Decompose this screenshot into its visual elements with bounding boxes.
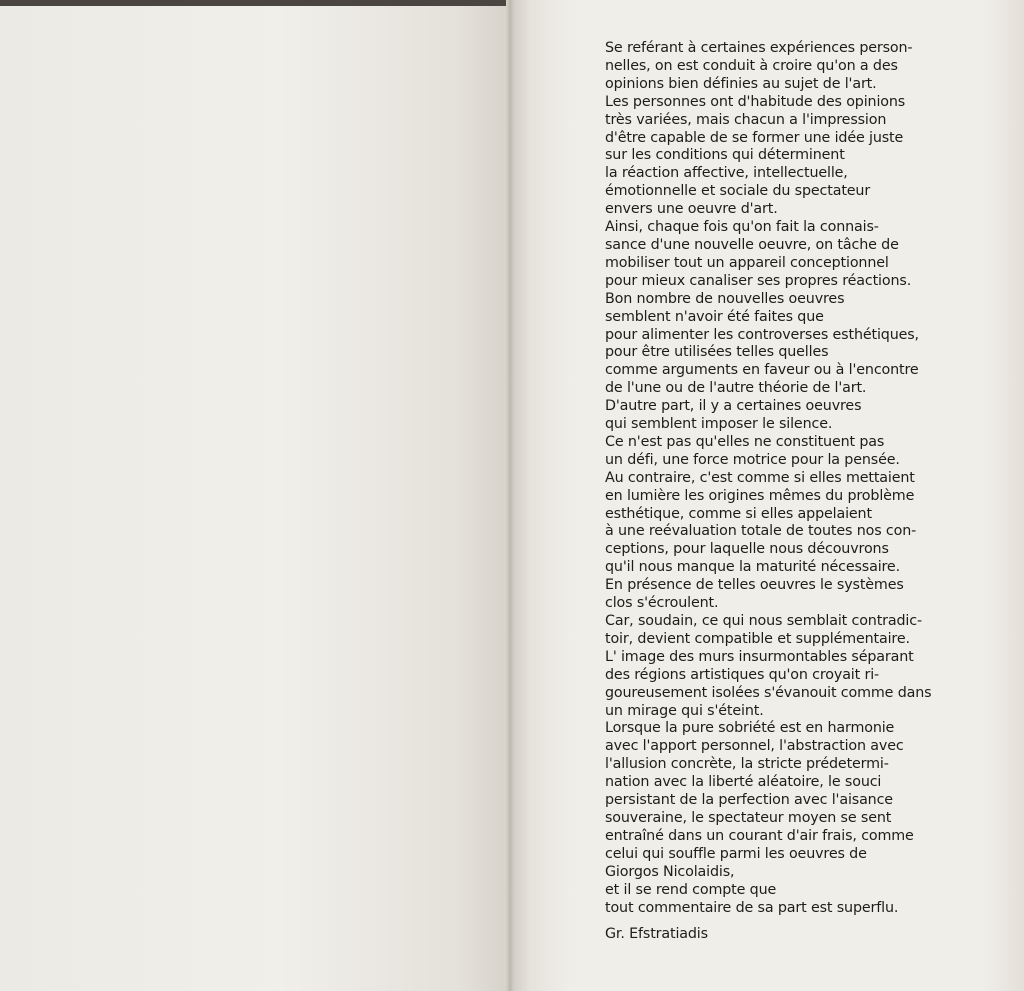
text-line: un défi, une force motrice pour la pensée. (605, 451, 900, 468)
text-line: de l'une ou de l'autre théorie de l'art. (605, 380, 867, 397)
text-line: clos s'écroulent. (605, 595, 719, 612)
right-page-text (605, 40, 1000, 944)
text-line: avec l'apport personnel, l'abstraction avec (605, 738, 904, 755)
text-line: Ce n'est pas qu'elles ne constituent pas (605, 433, 885, 450)
text-line: Lorsque la pure sobriété est en harmonie (605, 720, 895, 737)
book-gutter (506, 0, 514, 991)
text-line: souveraine, le spectateur moyen se sent (605, 809, 892, 826)
text-line: Au contraire, c'est comme si elles mettaient (605, 469, 915, 486)
text-line: L' image des murs insurmontables séparant (605, 648, 914, 665)
text-line: tout commentaire de sa part est superflu. (605, 899, 899, 916)
text-line: opinions bien définies au sujet de l'art. (605, 75, 877, 92)
text-line: et il se rend compte que (605, 881, 777, 898)
text-line: sance d'une nouvelle oeuvre, on tâche de (605, 236, 899, 253)
text-line: qui semblent imposer le silence. (605, 416, 833, 433)
text-line: Ainsi, chaque fois qu'on fait la connais- (605, 219, 879, 236)
text-line: émotionnelle et sociale du spectateur (605, 183, 871, 200)
text-line: envers une oeuvre d'art. (605, 201, 778, 218)
text-line: la réaction affective, intellectuelle, (605, 165, 848, 182)
text-line: goureusement isolées s'évanouit comme dans (605, 684, 932, 701)
text-line: d'être capable de se former une idée juste (605, 129, 904, 146)
text-line: esthétique, comme si elles appelaient (605, 505, 872, 522)
text-line: qu'il nous manque la maturité nécessaire. (605, 559, 900, 576)
text-line: ceptions, pour laquelle nous découvrons (605, 541, 889, 558)
text-line: persistant de la perfection avec l'aisance (605, 792, 893, 809)
text-line: Bon nombre de nouvelles oeuvres (605, 290, 845, 307)
text-line: Car, soudain, ce qui nous semblait contradic- (605, 613, 922, 629)
text-line: nelles, on est conduit à croire qu'on a des (605, 57, 898, 74)
text-line: celui qui souffle parmi les oeuvres de (605, 845, 867, 862)
text-line: pour alimenter les controverses esthétiques, (605, 326, 919, 343)
text-line: pour mieux canaliser ses propres réactions. (605, 272, 912, 289)
text-line: toir, devient compatible et supplémentaire. (605, 630, 910, 647)
text-line: des régions artistiques qu'on croyait ri- (605, 666, 880, 683)
text-line: En présence de telles oeuvres le systèmes (605, 577, 904, 594)
text-line: très variées, mais chacun a l'impression (605, 111, 887, 128)
text-line: sur les conditions qui déterminent (605, 147, 845, 164)
text-line: l'allusion concrète, la stricte prédetermi- (605, 756, 889, 773)
text-line: nation avec la liberté aléatoire, le souci (605, 774, 882, 791)
text-line: en lumière les origines mêmes du problème (605, 487, 915, 504)
text-line: entraîné dans un courant d'air frais, comme (605, 827, 914, 844)
text-line: semblent n'avoir été faites que (605, 308, 824, 325)
text-line: pour être utilisées telles quelles (605, 344, 829, 361)
text-line: mobiliser tout un appareil conceptionnel (605, 254, 889, 271)
text-line: un mirage qui s'éteint. (605, 702, 764, 719)
text-line: Giorgos Nicolaidis, (605, 863, 735, 880)
text-line: comme arguments en faveur ou à l'encontre (605, 362, 919, 379)
text-line: Les personnes ont d'habitude des opinions (605, 93, 906, 110)
author-signature: Gr. Efstratiadis (605, 926, 708, 943)
text-line: D'autre part, il y a certaines oeuvres (605, 398, 862, 415)
left-page (0, 6, 510, 991)
text-line: à une reévaluation totale de toutes nos con- (605, 523, 917, 540)
text-line: Se reférant à certaines expériences person- (605, 40, 913, 56)
